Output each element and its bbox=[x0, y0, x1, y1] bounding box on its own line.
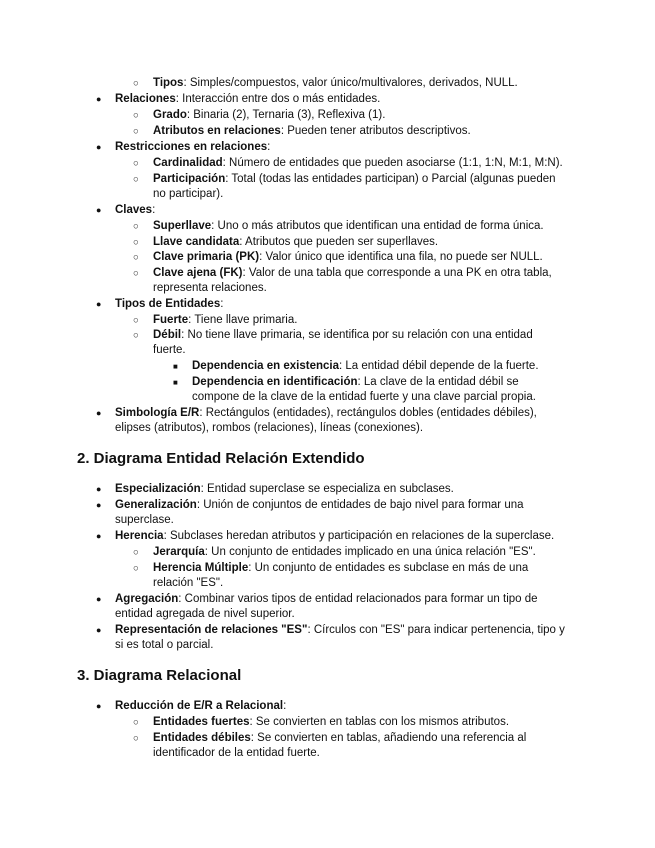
list-item-agregacion-cont: entidad agregada de nivel superior. bbox=[115, 608, 295, 620]
desc: : La entidad débil depende de la fuerte. bbox=[339, 360, 539, 372]
desc: : Se convierten en tablas con los mismos atributos. bbox=[249, 716, 510, 728]
desc: : Rectángulos (entidades), rectángulos dobles (entidades débiles), bbox=[199, 407, 537, 419]
square-bullet-icon: ■ bbox=[173, 378, 178, 387]
desc: : bbox=[283, 700, 287, 712]
circle-bullet-icon: ○ bbox=[133, 563, 139, 574]
desc: : Binaria (2), Ternaria (3), Reflexiva (1). bbox=[186, 109, 386, 121]
term: Herencia bbox=[115, 530, 164, 542]
list-item-agregacion bbox=[115, 592, 538, 608]
disc-bullet-icon: ● bbox=[96, 701, 102, 711]
list-item-herencia-multiple bbox=[153, 561, 528, 577]
desc: : Círculos con "ES" para indicar pertenencia, tipo y bbox=[307, 624, 565, 636]
term: Especialización bbox=[115, 483, 201, 495]
disc-bullet-icon: ● bbox=[96, 142, 102, 152]
desc: : Pueden tener atributos descriptivos. bbox=[280, 125, 471, 137]
list-item-dep-identificacion-cont: compone de la clave de la entidad fuerte y una clave parcial propia. bbox=[192, 391, 536, 403]
list-item-grado bbox=[153, 108, 385, 124]
list-item-herencia bbox=[115, 529, 554, 545]
circle-bullet-icon: ○ bbox=[133, 110, 139, 121]
list-item-simbologia-cont: elipses (atributos), rombos (relaciones), líneas (conexiones). bbox=[115, 422, 424, 434]
circle-bullet-icon: ○ bbox=[133, 315, 139, 326]
desc: : Combinar varios tipos de entidad relacionados para formar un tipo de bbox=[178, 593, 538, 605]
desc: : Interacción entre dos o más entidades. bbox=[175, 93, 381, 105]
term: Tipos de Entidades bbox=[115, 298, 221, 310]
list-item-dep-existencia bbox=[192, 359, 539, 375]
term: Clave primaria (PK) bbox=[153, 251, 260, 263]
list-item-clave-ajena bbox=[153, 266, 552, 282]
desc: : Total (todas las entidades participan) o Parcial (algunas pueden bbox=[225, 173, 556, 185]
list-item-debil-cont: fuerte. bbox=[153, 344, 186, 356]
term: Dependencia en existencia bbox=[192, 360, 340, 372]
list-item-participacion-cont: no participar). bbox=[153, 188, 224, 200]
disc-bullet-icon: ● bbox=[96, 299, 102, 309]
term: Tipos bbox=[153, 77, 184, 89]
list-item-clave-ajena-cont: representa relaciones. bbox=[153, 282, 267, 294]
desc: : bbox=[267, 141, 271, 153]
list-item-restricciones bbox=[115, 140, 270, 156]
desc: : Un conjunto de entidades es subclase en más de una bbox=[248, 562, 529, 574]
circle-bullet-icon: ○ bbox=[133, 174, 139, 185]
term: Llave candidata bbox=[153, 236, 240, 248]
disc-bullet-icon: ● bbox=[96, 500, 102, 510]
list-item-fuerte bbox=[153, 313, 297, 329]
term: Grado bbox=[153, 109, 187, 121]
circle-bullet-icon: ○ bbox=[133, 717, 139, 728]
circle-bullet-icon: ○ bbox=[133, 126, 139, 137]
list-item-llave-candidata bbox=[153, 235, 438, 251]
list-item-dep-identificacion bbox=[192, 375, 519, 391]
disc-bullet-icon: ● bbox=[96, 408, 102, 418]
list-item-tipos bbox=[153, 76, 518, 92]
term: Simbología E/R bbox=[115, 407, 200, 419]
list-item-generalizacion bbox=[115, 498, 524, 514]
desc: : bbox=[152, 204, 156, 216]
list-item-tipos-entidades bbox=[115, 297, 223, 313]
list-item-generalizacion-cont: superclase. bbox=[115, 514, 174, 526]
desc: : Atributos que pueden ser superllaves. bbox=[239, 236, 439, 248]
desc: : Número de entidades que pueden asociarse (1:1, 1:N, M:1, M:N). bbox=[222, 157, 563, 169]
list-item-reduccion bbox=[115, 699, 286, 715]
circle-bullet-icon: ○ bbox=[133, 268, 139, 279]
desc: : Tiene llave primaria. bbox=[188, 314, 298, 326]
desc: : Valor de una tabla que corresponde a una PK en otra tabla, bbox=[242, 267, 552, 279]
term: Restricciones en relaciones bbox=[115, 141, 268, 153]
term: Dependencia en identificación bbox=[192, 376, 358, 388]
term: Fuerte bbox=[153, 314, 189, 326]
term: Relaciones bbox=[115, 93, 176, 105]
list-item-representacion-cont: si es total o parcial. bbox=[115, 639, 214, 651]
list-item-entidades-fuertes bbox=[153, 715, 509, 731]
circle-bullet-icon: ○ bbox=[133, 547, 139, 558]
desc: : Se convierten en tablas, añadiendo una referencia al bbox=[250, 732, 527, 744]
term: Cardinalidad bbox=[153, 157, 223, 169]
desc: : No tiene llave primaria, se identifica por su relación con una entidad bbox=[181, 329, 533, 341]
desc: : Uno o más atributos que identifican una entidad de forma única. bbox=[211, 220, 544, 232]
list-item-simbologia bbox=[115, 406, 537, 422]
term: Atributos en relaciones bbox=[153, 125, 281, 137]
desc: : Entidad superclase se especializa en subclases. bbox=[200, 483, 454, 495]
circle-bullet-icon: ○ bbox=[133, 252, 139, 263]
circle-bullet-icon: ○ bbox=[133, 78, 139, 89]
desc: : bbox=[220, 298, 224, 310]
list-item-especializacion bbox=[115, 482, 454, 498]
section-3-heading: 3. Diagrama Relacional bbox=[77, 667, 242, 684]
list-item-entidades-debiles bbox=[153, 731, 526, 747]
disc-bullet-icon: ● bbox=[96, 484, 102, 494]
term: Participación bbox=[153, 173, 226, 185]
circle-bullet-icon: ○ bbox=[133, 158, 139, 169]
disc-bullet-icon: ● bbox=[96, 594, 102, 604]
list-item-cardinalidad bbox=[153, 156, 563, 172]
list-item-jerarquia bbox=[153, 545, 536, 561]
list-item-debil bbox=[153, 328, 533, 344]
disc-bullet-icon: ● bbox=[96, 531, 102, 541]
section-2-heading: 2. Diagrama Entidad Relación Extendido bbox=[77, 450, 365, 467]
desc: : Simples/compuestos, valor único/multivalores, derivados, NULL. bbox=[183, 77, 518, 89]
circle-bullet-icon: ○ bbox=[133, 330, 139, 341]
desc: : Subclases heredan atributos y participación en relaciones de la superclase. bbox=[163, 530, 555, 542]
desc: : Un conjunto de entidades implicado en una única relación "ES". bbox=[204, 546, 536, 558]
list-item-claves bbox=[115, 203, 155, 219]
list-item-participacion bbox=[153, 172, 556, 188]
list-item-atributos-relaciones bbox=[153, 124, 471, 140]
circle-bullet-icon: ○ bbox=[133, 237, 139, 248]
disc-bullet-icon: ● bbox=[96, 205, 102, 215]
circle-bullet-icon: ○ bbox=[133, 733, 139, 744]
term: Agregación bbox=[115, 593, 179, 605]
term: Clave ajena (FK) bbox=[153, 267, 243, 279]
term: Claves bbox=[115, 204, 153, 216]
desc: : Valor único que identifica una fila, no puede ser NULL. bbox=[259, 251, 543, 263]
term: Generalización bbox=[115, 499, 197, 511]
circle-bullet-icon: ○ bbox=[133, 221, 139, 232]
term: Jerarquía bbox=[153, 546, 205, 558]
term: Representación de relaciones "ES" bbox=[115, 624, 308, 636]
term: Entidades fuertes bbox=[153, 716, 250, 728]
term: Entidades débiles bbox=[153, 732, 251, 744]
list-item-herencia-multiple-cont: relación "ES". bbox=[153, 577, 224, 589]
disc-bullet-icon: ● bbox=[96, 94, 102, 104]
desc: : La clave de la entidad débil se bbox=[357, 376, 519, 388]
list-item-entidades-debiles-cont: identificador de la entidad fuerte. bbox=[153, 747, 320, 759]
list-item-clave-primaria bbox=[153, 250, 543, 266]
term: Herencia Múltiple bbox=[153, 562, 249, 574]
list-item-relaciones bbox=[115, 92, 380, 108]
list-item-superllave bbox=[153, 219, 544, 235]
term: Débil bbox=[153, 329, 182, 341]
desc: : Unión de conjuntos de entidades de bajo nivel para formar una bbox=[196, 499, 524, 511]
term: Reducción de E/R a Relacional bbox=[115, 700, 284, 712]
term: Superllave bbox=[153, 220, 212, 232]
square-bullet-icon: ■ bbox=[173, 362, 178, 371]
disc-bullet-icon: ● bbox=[96, 625, 102, 635]
list-item-representacion bbox=[115, 623, 565, 639]
